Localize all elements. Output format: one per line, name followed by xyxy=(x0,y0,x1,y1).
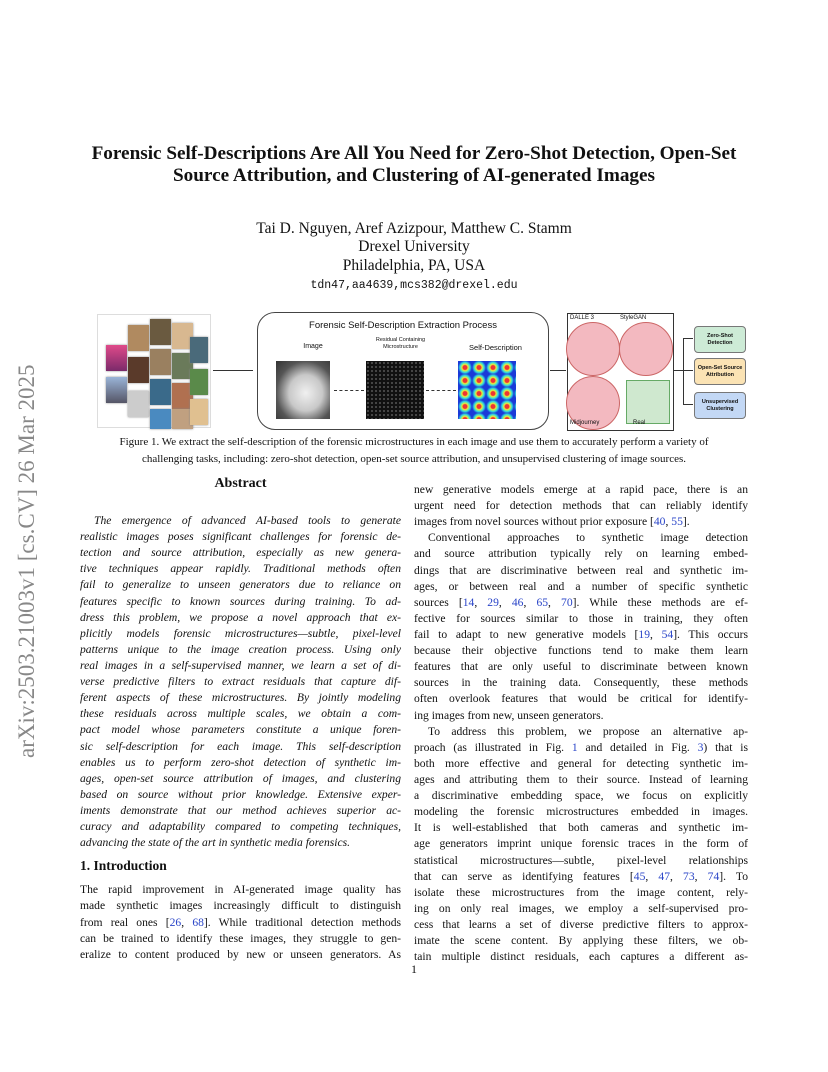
text-segment: that can serve as identifying features [ xyxy=(414,869,634,883)
text-segment: can be trained to identify these images, they struggle to gen- xyxy=(80,931,401,945)
residual-label: Residual Containing Microstructure xyxy=(375,337,426,350)
text-segment: sic self-description for each image. This self-description xyxy=(80,739,401,753)
cluster-label: Midjourney xyxy=(570,420,600,426)
text-line xyxy=(414,933,748,949)
citation-link[interactable]: 73 xyxy=(683,869,695,883)
text-line xyxy=(414,740,748,756)
text-segment: , xyxy=(523,595,537,609)
text-segment: ing on only real images, we employ a self-supervised pro- xyxy=(414,901,748,915)
text-line xyxy=(80,882,401,898)
text-segment: pact model whose parameters constitute a unique foren- xyxy=(80,723,401,737)
text-segment: fail to generalize to unseen generators due to reliance on xyxy=(80,578,401,592)
text-line xyxy=(80,931,401,947)
text-segment: tection and source attribution, especially as new genera- xyxy=(80,546,401,560)
citation-link[interactable]: 54 xyxy=(661,627,674,641)
text-line xyxy=(80,529,401,545)
text-segment: ages, open-set source attribution of images, and clustering xyxy=(80,771,401,785)
text-segment: fective for sources similar to those in training, they often xyxy=(414,611,748,625)
text-segment: urgent need for detection methods that can reliably identify xyxy=(414,499,748,513)
text-segment: because their objective functions tend to make them learn xyxy=(414,644,748,658)
text-segment: advancing the state of the art in synthetic media forensics. xyxy=(80,836,351,850)
text-line xyxy=(80,626,401,642)
text-line xyxy=(414,836,748,852)
dog-image xyxy=(276,361,330,419)
citation-link[interactable]: 40 xyxy=(653,515,666,529)
text-line xyxy=(414,853,748,869)
intro-heading: 1. Introduction xyxy=(80,858,167,874)
text-line xyxy=(80,706,401,722)
citation-link[interactable]: 46 xyxy=(511,595,524,609)
text-line xyxy=(80,819,401,835)
text-line xyxy=(414,595,748,611)
text-line xyxy=(414,724,748,740)
self-description-image xyxy=(458,361,516,419)
text-segment: Conventional approaches to synthetic image detection xyxy=(428,531,748,545)
extraction-process-box xyxy=(257,312,549,430)
text-line xyxy=(414,691,748,707)
text-segment: proach (as illustrated in Fig. xyxy=(414,740,572,754)
text-segment: cess that learns a set of diverse predictive filters to approx- xyxy=(414,917,748,931)
cluster-box xyxy=(567,313,674,431)
text-segment: tive techniques appear rapidly. Traditional methods often xyxy=(80,562,401,576)
citation-link[interactable]: 3 xyxy=(697,740,704,754)
text-line xyxy=(414,820,748,836)
affiliation: Drexel University xyxy=(358,238,470,255)
text-segment: and source attribution typically rely on learning embed- xyxy=(414,547,748,561)
text-segment: features that are only useful to discriminate between known xyxy=(414,660,748,674)
location: Philadelphia, PA, USA xyxy=(342,257,486,274)
process-title: Forensic Self-Description Extraction Process xyxy=(309,320,497,331)
text-line xyxy=(414,885,748,901)
text-segment: realistic images poses significant challenges for forensic de- xyxy=(80,530,401,544)
text-line xyxy=(80,722,401,738)
text-segment: ]. This occurs xyxy=(673,627,748,641)
text-segment: fail to adapt to new generative models [ xyxy=(414,627,639,641)
text-segment: , xyxy=(498,595,512,609)
text-segment: ) that is xyxy=(703,740,748,754)
text-line xyxy=(80,947,401,963)
text-line xyxy=(414,563,748,579)
text-segment: , xyxy=(645,869,659,883)
text-segment: from real ones [ xyxy=(80,915,170,929)
text-line xyxy=(414,788,748,804)
intro-text-left xyxy=(80,882,401,963)
citation-link[interactable]: 45 xyxy=(633,869,646,883)
text-segment: ferent aspects of these microstructures. By jointly modeling xyxy=(80,691,401,705)
text-segment: , xyxy=(665,515,672,529)
text-segment: The rapid improvement in AI-generated image quality has xyxy=(80,883,401,897)
text-segment: ]. xyxy=(682,515,690,529)
text-line xyxy=(80,803,401,819)
text-segment: new generative models emerge at a rapid pace, there is an xyxy=(414,483,748,496)
text-segment: imate the scene content. By applying these filters, we ob- xyxy=(414,934,748,948)
text-segment: modeling the forensic microstructures embedded in images. xyxy=(414,805,748,819)
text-segment: both more effective and general for detecting synthetic im- xyxy=(414,756,748,770)
text-line xyxy=(414,756,748,772)
text-line xyxy=(80,610,401,626)
image-label: Image xyxy=(303,343,323,350)
text-segment: dress this problem, we propose a novel approach that ex- xyxy=(80,610,401,624)
task-open-set-attribution: Open-Set Source Attribution xyxy=(694,358,746,385)
text-segment: age generators imprint unique forensic traces in the form of xyxy=(414,837,748,851)
text-segment: , xyxy=(548,595,562,609)
citation-link[interactable]: 47 xyxy=(658,869,670,883)
text-line xyxy=(414,482,748,498)
text-line xyxy=(414,869,748,885)
text-segment: ]. While traditional detection methods xyxy=(203,915,401,929)
text-segment: features specific to known sources during training. To ad- xyxy=(80,594,401,608)
text-segment: The emergence of advanced AI-based tools to generate xyxy=(94,514,401,527)
self-description-label: Self-Description xyxy=(469,343,522,352)
email: tdn47,aa4639,mcs382@drexel.edu xyxy=(310,279,518,292)
text-segment: enables us to perform zero-shot detection of synthetic im- xyxy=(80,755,401,769)
text-segment: It is well-established that both cameras and synthetic im- xyxy=(414,821,748,835)
text-line xyxy=(414,901,748,917)
task-zero-shot-detection: Zero-Shot Detection xyxy=(694,326,746,353)
arxiv-stamp: arXiv:2503.21003v1 [cs.CV] 26 Mar 2025 xyxy=(14,364,39,758)
text-line xyxy=(414,530,748,546)
text-segment: made synthetic images increasingly difficult to distinguish xyxy=(80,899,401,913)
text-line xyxy=(80,561,401,577)
text-segment: ing images from new, unseen generators. xyxy=(414,708,604,722)
left-column xyxy=(80,476,401,963)
citation-link[interactable]: 14 xyxy=(462,595,475,609)
text-segment: , xyxy=(474,595,488,609)
text-segment: patterns unique to the image creation process. Using only xyxy=(80,642,401,656)
text-segment: dings that are discriminative between real and synthetic im- xyxy=(414,563,748,577)
text-line xyxy=(414,498,748,514)
text-segment: plicitly models forensic microstructures—subtle, pixel-level xyxy=(80,626,401,640)
text-segment: , xyxy=(670,869,684,883)
text-line xyxy=(414,546,748,562)
caption-line: Figure 1. We extract the self-description of the forensic microstructures in each image and use them to accurately perform a variety of xyxy=(119,436,709,448)
figure-1 xyxy=(95,310,745,432)
text-line xyxy=(414,579,748,595)
text-line xyxy=(414,708,748,724)
page-number: 1 xyxy=(411,962,417,976)
text-line xyxy=(414,675,748,691)
text-line xyxy=(80,915,401,931)
citation-link[interactable]: 29 xyxy=(487,595,499,609)
text-segment: images from novel sources without prior exposure [ xyxy=(414,515,654,529)
citation-link[interactable]: 26 xyxy=(169,915,182,929)
paper-title xyxy=(60,143,768,187)
text-line xyxy=(80,898,401,914)
text-line xyxy=(80,658,401,674)
text-segment: sources [ xyxy=(414,595,463,609)
text-segment: ages, or between real and a number of specific synthetic xyxy=(414,579,748,593)
text-segment: ages and attributing them to their source. Instead of learning xyxy=(414,772,748,786)
text-line xyxy=(414,917,748,933)
text-segment: curacy and adaptability compared to competing techniques, xyxy=(80,820,401,834)
abstract-heading: Abstract xyxy=(214,476,267,491)
citation-link[interactable]: 19 xyxy=(638,627,650,641)
text-segment: and detailed in Fig. xyxy=(577,740,698,754)
text-line xyxy=(414,659,748,675)
text-line xyxy=(414,627,748,643)
abstract-body xyxy=(80,513,401,851)
text-line xyxy=(414,804,748,820)
citation-link[interactable]: 65 xyxy=(536,595,549,609)
text-line xyxy=(80,771,401,787)
caption-line: challenging tasks, including: zero-shot detection, open-set source attribution, and unsupervised clustering of image sources. xyxy=(141,453,687,465)
text-segment: sources in the training data. Consequently, these methods xyxy=(414,676,748,690)
text-line xyxy=(80,787,401,803)
authors: Tai D. Nguyen, Aref Azizpour, Matthew C. Stamm xyxy=(256,220,572,237)
cluster-label: DALLE 3 xyxy=(570,315,595,321)
citation-link[interactable]: 55 xyxy=(671,515,683,529)
text-segment: often overlook features that would be critical for identify- xyxy=(414,692,748,706)
text-line xyxy=(80,577,401,593)
arrow xyxy=(550,370,566,371)
cluster-label: Real xyxy=(633,420,646,426)
text-line xyxy=(414,643,748,659)
text-segment: ]. To xyxy=(719,869,748,883)
text-segment: ]. While these methods are ef- xyxy=(572,595,748,609)
text-line xyxy=(80,755,401,771)
text-segment: iments demonstrate that our method achieves superior ac- xyxy=(80,803,401,817)
text-line xyxy=(80,545,401,561)
text-segment: To address this problem, we propose an alternative ap- xyxy=(428,724,748,738)
citation-link[interactable]: 70 xyxy=(561,595,573,609)
arrow xyxy=(213,370,253,371)
text-segment: verse predictive filters to extract residuals that capture dif- xyxy=(80,675,401,689)
text-segment: eralize to content produced by new or unseen generators. As xyxy=(80,947,401,961)
text-line xyxy=(414,514,748,530)
text-line xyxy=(80,594,401,610)
task-unsupervised-clustering: Unsupervised Clustering xyxy=(694,392,746,419)
image-collage xyxy=(97,314,211,428)
text-segment: , xyxy=(694,869,708,883)
right-column xyxy=(414,482,748,965)
citation-link[interactable]: 68 xyxy=(192,915,204,929)
text-line xyxy=(80,513,401,529)
text-segment: , xyxy=(181,915,193,929)
text-line xyxy=(414,772,748,788)
text-segment: statistical microstructures—subtle, pixel-level relationships xyxy=(414,853,748,867)
text-segment: based on source without prior knowledge. Extensive exper- xyxy=(80,787,401,801)
text-segment: real images in a self-supervised manner, we learn a set of di- xyxy=(80,658,401,672)
cluster-label: StyleGAN xyxy=(620,315,647,321)
text-line xyxy=(414,611,748,627)
title-line: Source Attribution, and Clustering of AI-generated Images xyxy=(173,165,655,186)
text-segment: these residuals across multiple scales, we obtain a com- xyxy=(80,707,401,721)
citation-link[interactable]: 1 xyxy=(571,740,578,754)
figure-caption xyxy=(90,434,738,468)
text-line xyxy=(80,835,401,851)
residual-image xyxy=(366,361,424,419)
title-line: Forensic Self-Descriptions Are All You Need for Zero-Shot Detection, Open-Set xyxy=(91,143,737,164)
text-line xyxy=(80,674,401,690)
text-segment: isolate these microstructures from the image content, rely- xyxy=(414,885,748,899)
citation-link[interactable]: 74 xyxy=(707,869,720,883)
text-segment: a discriminative embedding space, we focus on explicitly xyxy=(414,789,748,803)
text-segment: tain multiple distinct residuals, each captures a different as- xyxy=(414,950,748,964)
text-line xyxy=(80,739,401,755)
text-line xyxy=(80,642,401,658)
text-line xyxy=(80,690,401,706)
text-segment: , xyxy=(650,627,662,641)
